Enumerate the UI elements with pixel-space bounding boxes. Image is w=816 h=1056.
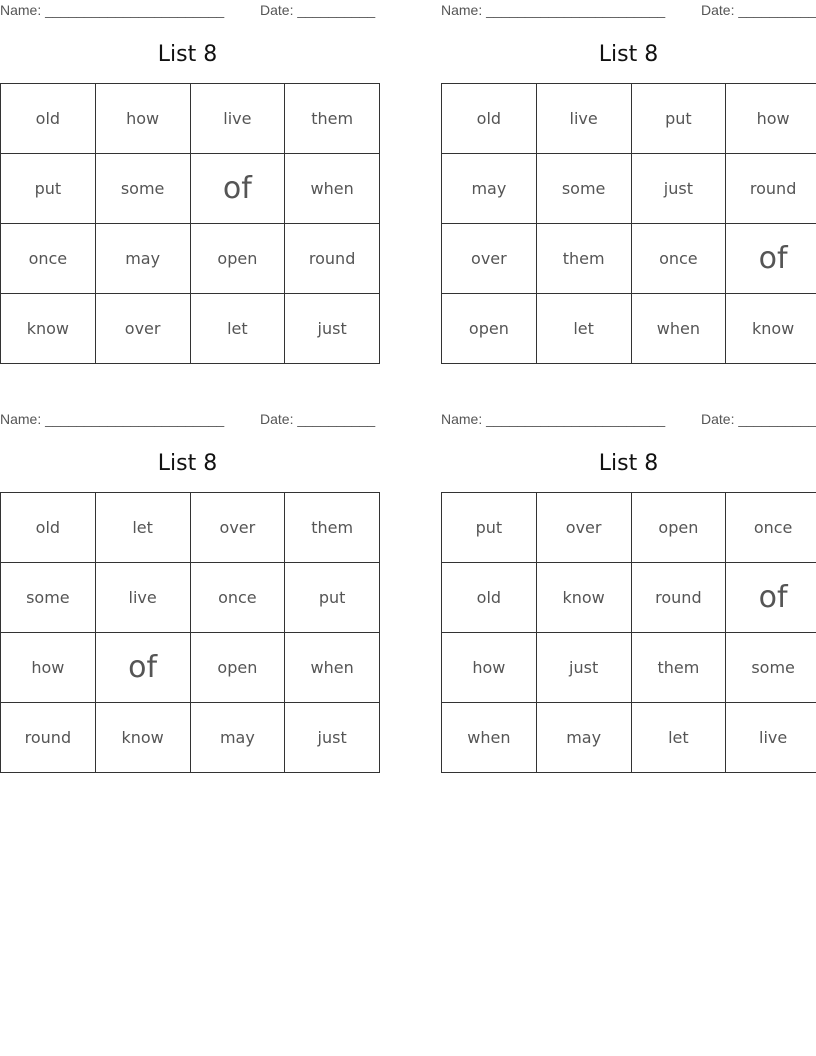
- name-line: Name: _______________________: [441, 411, 666, 427]
- grid-cell: how: [1, 633, 96, 703]
- grid-cell: once: [1, 224, 96, 294]
- grid-cell: once: [631, 224, 726, 294]
- grid-cell: over: [190, 493, 285, 563]
- card-title: List 8: [598, 451, 659, 476]
- grid-cell: over: [536, 493, 631, 563]
- card-title: List 8: [157, 451, 218, 476]
- grid-cell: old: [442, 84, 537, 154]
- grid-cell: old: [442, 563, 537, 633]
- grid-cell: put: [285, 563, 380, 633]
- grid-cell: know: [1, 294, 96, 364]
- card-header: [441, 0, 816, 22]
- grid-cell: when: [285, 633, 380, 703]
- grid-cell: may: [442, 154, 537, 224]
- grid-cell: some: [1, 563, 96, 633]
- grid-cell: once: [726, 493, 816, 563]
- grid-cell: once: [190, 563, 285, 633]
- grid-cell: may: [190, 703, 285, 773]
- grid-cell: know: [536, 563, 631, 633]
- grid-row: [442, 703, 816, 773]
- grid-row: [442, 294, 816, 364]
- grid-cell: live: [726, 703, 816, 773]
- grid-cell: let: [95, 493, 190, 563]
- bingo-card: [441, 0, 816, 338]
- free-space-cell: of: [190, 154, 285, 224]
- grid-cell: how: [95, 84, 190, 154]
- bingo-card: [0, 409, 376, 747]
- name-line: Name: _______________________: [0, 2, 225, 18]
- grid-cell: how: [442, 633, 537, 703]
- date-line: Date: __________: [701, 411, 816, 427]
- grid-cell: when: [285, 154, 380, 224]
- grid-cell: them: [631, 633, 726, 703]
- grid-cell: some: [95, 154, 190, 224]
- grid-cell: open: [190, 224, 285, 294]
- grid-cell: know: [95, 703, 190, 773]
- grid-cell: let: [631, 703, 726, 773]
- grid-cell: when: [442, 703, 537, 773]
- grid-row: [442, 224, 816, 294]
- grid-row: [1, 633, 380, 703]
- grid-cell: old: [1, 493, 96, 563]
- grid-cell: put: [442, 493, 537, 563]
- grid-cell: some: [536, 154, 631, 224]
- grid-cell: let: [536, 294, 631, 364]
- grid-row: [1, 154, 380, 224]
- grid-cell: know: [726, 294, 816, 364]
- grid-row: [442, 154, 816, 224]
- date-line: Date: __________: [701, 2, 816, 18]
- grid-cell: may: [536, 703, 631, 773]
- name-line: Name: _______________________: [441, 2, 666, 18]
- free-space-cell: of: [726, 224, 816, 294]
- card-title: List 8: [598, 42, 659, 67]
- grid-cell: them: [536, 224, 631, 294]
- grid-cell: just: [285, 294, 380, 364]
- grid-cell: just: [631, 154, 726, 224]
- grid-cell: how: [726, 84, 816, 154]
- date-line: Date: __________: [260, 2, 376, 18]
- grid-cell: live: [95, 563, 190, 633]
- grid-row: [1, 703, 380, 773]
- grid-row: [442, 633, 816, 703]
- word-grid: [441, 492, 816, 773]
- word-grid: [0, 492, 380, 773]
- grid-cell: over: [442, 224, 537, 294]
- grid-row: [442, 493, 816, 563]
- card-header: [441, 409, 816, 431]
- card-title: List 8: [157, 42, 218, 67]
- date-line: Date: __________: [260, 411, 376, 427]
- free-space-cell: of: [95, 633, 190, 703]
- grid-cell: over: [95, 294, 190, 364]
- grid-cell: round: [285, 224, 380, 294]
- grid-row: [1, 84, 380, 154]
- card-header: [0, 409, 375, 431]
- word-grid: [0, 83, 380, 364]
- bingo-card: [441, 409, 816, 747]
- grid-row: [1, 563, 380, 633]
- grid-row: [442, 563, 816, 633]
- grid-row: [1, 294, 380, 364]
- grid-cell: old: [1, 84, 96, 154]
- grid-cell: round: [726, 154, 816, 224]
- grid-cell: round: [631, 563, 726, 633]
- grid-cell: when: [631, 294, 726, 364]
- grid-cell: open: [190, 633, 285, 703]
- grid-cell: put: [631, 84, 726, 154]
- grid-cell: may: [95, 224, 190, 294]
- grid-cell: them: [285, 84, 380, 154]
- free-space-cell: of: [726, 563, 816, 633]
- grid-cell: open: [442, 294, 537, 364]
- grid-row: [1, 493, 380, 563]
- word-grid: [441, 83, 816, 364]
- grid-row: [1, 224, 380, 294]
- card-header: [0, 0, 375, 22]
- grid-cell: put: [1, 154, 96, 224]
- grid-cell: them: [285, 493, 380, 563]
- grid-cell: just: [536, 633, 631, 703]
- grid-cell: just: [285, 703, 380, 773]
- grid-row: [442, 84, 816, 154]
- bingo-card: [0, 0, 376, 338]
- grid-cell: live: [536, 84, 631, 154]
- name-line: Name: _______________________: [0, 411, 225, 427]
- grid-cell: live: [190, 84, 285, 154]
- grid-cell: open: [631, 493, 726, 563]
- grid-cell: some: [726, 633, 816, 703]
- grid-cell: let: [190, 294, 285, 364]
- grid-cell: round: [1, 703, 96, 773]
